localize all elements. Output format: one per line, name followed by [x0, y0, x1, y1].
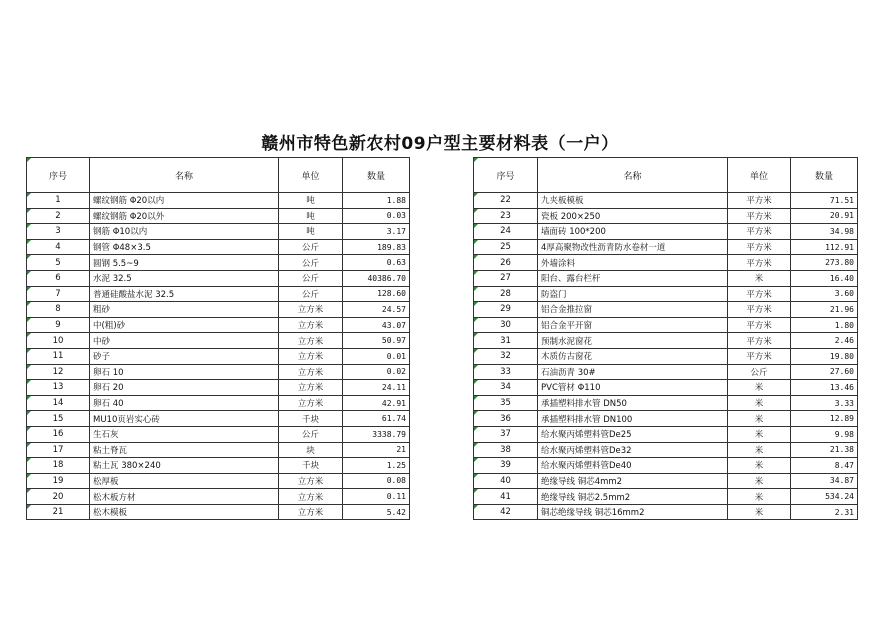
- row-seq: 34: [474, 380, 538, 396]
- row-name: 松木板方材: [90, 489, 279, 505]
- table-row: [27, 458, 410, 474]
- row-name: 粘土瓦 380×240: [90, 458, 279, 474]
- table-row: [27, 208, 410, 224]
- table-row: [474, 426, 858, 442]
- table-row: [474, 458, 858, 474]
- row-seq: 18: [27, 458, 90, 474]
- row-seq: 1: [27, 193, 90, 209]
- row-unit: 米: [728, 473, 791, 489]
- row-seq: 32: [474, 348, 538, 364]
- row-seq: 19: [27, 473, 90, 489]
- table-row: [474, 442, 858, 458]
- row-qty: 0.01: [343, 348, 410, 364]
- row-unit: 米: [728, 426, 791, 442]
- row-unit: 立方米: [279, 348, 343, 364]
- row-seq: 35: [474, 395, 538, 411]
- row-name: 普通硅酸盐水泥 32.5: [90, 286, 279, 302]
- row-unit: 立方米: [279, 504, 343, 520]
- header-unit: 单位: [728, 158, 791, 193]
- row-unit: 平方米: [728, 348, 791, 364]
- row-seq: 4: [27, 239, 90, 255]
- row-seq: 39: [474, 458, 538, 474]
- row-seq: 22: [474, 193, 538, 209]
- row-unit: 米: [728, 442, 791, 458]
- row-qty: 43.07: [343, 317, 410, 333]
- row-name: PVC管材 Φ110: [538, 380, 728, 396]
- row-qty: 61.74: [343, 411, 410, 427]
- row-name: 螺纹钢筋 Φ20以内: [90, 193, 279, 209]
- row-unit: 公斤: [279, 286, 343, 302]
- row-unit: 公斤: [279, 239, 343, 255]
- row-seq: 41: [474, 489, 538, 505]
- row-qty: 34.87: [791, 473, 858, 489]
- row-qty: 34.98: [791, 224, 858, 240]
- table-row: [27, 317, 410, 333]
- table-row: [474, 473, 858, 489]
- row-name: 4厚高聚物改性沥青防水卷材一道: [538, 239, 728, 255]
- row-qty: 42.91: [343, 395, 410, 411]
- row-qty: 189.83: [343, 239, 410, 255]
- table-row: [474, 193, 858, 209]
- table-row: [27, 286, 410, 302]
- row-unit: 平方米: [728, 224, 791, 240]
- row-seq: 14: [27, 395, 90, 411]
- table-row: [27, 473, 410, 489]
- row-seq: 10: [27, 333, 90, 349]
- header-name: 名称: [538, 158, 728, 193]
- row-name: 铝合金推拉窗: [538, 302, 728, 318]
- row-seq: 28: [474, 286, 538, 302]
- row-unit: 公斤: [279, 255, 343, 271]
- row-qty: 0.08: [343, 473, 410, 489]
- row-name: 绝缘导线 铜芯2.5mm2: [538, 489, 728, 505]
- row-unit: 平方米: [728, 208, 791, 224]
- row-name: 生石灰: [90, 426, 279, 442]
- row-seq: 9: [27, 317, 90, 333]
- row-name: 承插塑料排水管 DN50: [538, 395, 728, 411]
- row-unit: 吨: [279, 224, 343, 240]
- row-qty: 21.38: [791, 442, 858, 458]
- row-unit: 平方米: [728, 255, 791, 271]
- row-name: 钢筋 Φ10以内: [90, 224, 279, 240]
- row-qty: 2.46: [791, 333, 858, 349]
- row-name: 钢管 Φ48×3.5: [90, 239, 279, 255]
- table-row: [474, 504, 858, 520]
- row-unit: 米: [728, 395, 791, 411]
- row-name: 给水聚丙烯塑料管De32: [538, 442, 728, 458]
- row-unit: 立方米: [279, 380, 343, 396]
- row-name: 铜芯绝缘导线 铜芯16mm2: [538, 504, 728, 520]
- row-name: 砂子: [90, 348, 279, 364]
- table-row: [474, 286, 858, 302]
- table-row: [474, 348, 858, 364]
- table-row: [27, 270, 410, 286]
- row-qty: 534.24: [791, 489, 858, 505]
- row-unit: 吨: [279, 208, 343, 224]
- row-seq: 3: [27, 224, 90, 240]
- table-header-row: [474, 158, 858, 193]
- row-seq: 17: [27, 442, 90, 458]
- row-seq: 21: [27, 504, 90, 520]
- table-row: [474, 380, 858, 396]
- row-qty: 3.60: [791, 286, 858, 302]
- row-name: 九夹板模板: [538, 193, 728, 209]
- table-row: [474, 489, 858, 505]
- row-qty: 71.51: [791, 193, 858, 209]
- table-row: [474, 333, 858, 349]
- table-row: [474, 302, 858, 318]
- row-seq: 11: [27, 348, 90, 364]
- row-name: 铝合金平开窗: [538, 317, 728, 333]
- row-unit: 平方米: [728, 193, 791, 209]
- row-name: 卵石 20: [90, 380, 279, 396]
- row-unit: 立方米: [279, 489, 343, 505]
- row-seq: 33: [474, 364, 538, 380]
- row-name: 松厚板: [90, 473, 279, 489]
- table-row: [27, 380, 410, 396]
- header-name: 名称: [90, 158, 279, 193]
- header-seq: 序号: [474, 158, 538, 193]
- row-qty: 5.42: [343, 504, 410, 520]
- row-name: 墙面砖 100*200: [538, 224, 728, 240]
- row-qty: 273.80: [791, 255, 858, 271]
- row-qty: 0.11: [343, 489, 410, 505]
- table-row: [27, 504, 410, 520]
- row-seq: 12: [27, 364, 90, 380]
- row-qty: 21: [343, 442, 410, 458]
- row-qty: 40386.70: [343, 270, 410, 286]
- row-unit: 平方米: [728, 333, 791, 349]
- row-seq: 8: [27, 302, 90, 318]
- row-unit: 平方米: [728, 317, 791, 333]
- table-row: [27, 364, 410, 380]
- row-name: 阳台、露台栏杆: [538, 270, 728, 286]
- row-seq: 36: [474, 411, 538, 427]
- table-row: [474, 239, 858, 255]
- row-seq: 40: [474, 473, 538, 489]
- table-row: [474, 411, 858, 427]
- row-unit: 立方米: [279, 473, 343, 489]
- table-row: [474, 208, 858, 224]
- header-unit: 单位: [279, 158, 343, 193]
- table-row: [474, 224, 858, 240]
- table-header-row: [27, 158, 410, 193]
- row-name: 粘土脊瓦: [90, 442, 279, 458]
- table-row: [474, 364, 858, 380]
- row-qty: 50.97: [343, 333, 410, 349]
- row-unit: 立方米: [279, 364, 343, 380]
- row-name: 松木模板: [90, 504, 279, 520]
- row-qty: 27.60: [791, 364, 858, 380]
- row-unit: 吨: [279, 193, 343, 209]
- row-seq: 2: [27, 208, 90, 224]
- row-unit: 公斤: [728, 364, 791, 380]
- row-seq: 37: [474, 426, 538, 442]
- row-unit: 立方米: [279, 317, 343, 333]
- header-seq: 序号: [27, 158, 90, 193]
- row-name: 外墙涂料: [538, 255, 728, 271]
- row-seq: 25: [474, 239, 538, 255]
- row-name: 瓷板 200×250: [538, 208, 728, 224]
- materials-table-right: [473, 157, 858, 520]
- row-name: 木质仿古窗花: [538, 348, 728, 364]
- table-row: [27, 302, 410, 318]
- row-name: 预制水泥窗花: [538, 333, 728, 349]
- row-unit: 米: [728, 411, 791, 427]
- row-unit: 千块: [279, 411, 343, 427]
- row-qty: 24.57: [343, 302, 410, 318]
- row-qty: 9.98: [791, 426, 858, 442]
- table-row: [27, 442, 410, 458]
- row-name: 圆钢 5.5~9: [90, 255, 279, 271]
- row-unit: 米: [728, 458, 791, 474]
- row-qty: 24.11: [343, 380, 410, 396]
- table-row: [474, 255, 858, 271]
- row-unit: 米: [728, 380, 791, 396]
- row-name: 中砂: [90, 333, 279, 349]
- materials-table-left: [26, 157, 410, 520]
- row-seq: 5: [27, 255, 90, 271]
- header-qty: 数量: [343, 158, 410, 193]
- row-unit: 米: [728, 489, 791, 505]
- row-seq: 30: [474, 317, 538, 333]
- table-row: [27, 348, 410, 364]
- row-unit: 立方米: [279, 395, 343, 411]
- row-qty: 20.91: [791, 208, 858, 224]
- row-name: 给水聚丙烯塑料管De25: [538, 426, 728, 442]
- row-qty: 0.03: [343, 208, 410, 224]
- row-name: 绝缘导线 铜芯4mm2: [538, 473, 728, 489]
- row-seq: 15: [27, 411, 90, 427]
- row-unit: 平方米: [728, 286, 791, 302]
- header-qty: 数量: [791, 158, 858, 193]
- row-unit: 平方米: [728, 302, 791, 318]
- row-qty: 3338.79: [343, 426, 410, 442]
- table-row: [27, 239, 410, 255]
- row-qty: 112.91: [791, 239, 858, 255]
- page-title: 赣州市特色新农村09户型主要材料表（一户）: [261, 134, 619, 154]
- row-seq: 38: [474, 442, 538, 458]
- row-name: 粗砂: [90, 302, 279, 318]
- table-row: [474, 317, 858, 333]
- row-name: 石油沥青 30#: [538, 364, 728, 380]
- row-seq: 26: [474, 255, 538, 271]
- row-seq: 13: [27, 380, 90, 396]
- table-row: [27, 411, 410, 427]
- row-unit: 平方米: [728, 239, 791, 255]
- row-qty: 16.40: [791, 270, 858, 286]
- row-name: 水泥 32.5: [90, 270, 279, 286]
- row-unit: 块: [279, 442, 343, 458]
- row-name: 给水聚丙烯塑料管De40: [538, 458, 728, 474]
- table-row: [27, 255, 410, 271]
- table-row: [27, 224, 410, 240]
- row-seq: 42: [474, 504, 538, 520]
- table-row: [474, 395, 858, 411]
- row-qty: 3.33: [791, 395, 858, 411]
- table-row: [27, 333, 410, 349]
- row-qty: 0.63: [343, 255, 410, 271]
- row-seq: 6: [27, 270, 90, 286]
- table-row: [27, 489, 410, 505]
- row-seq: 24: [474, 224, 538, 240]
- row-qty: 2.31: [791, 504, 858, 520]
- row-name: 卵石 40: [90, 395, 279, 411]
- row-unit: 立方米: [279, 302, 343, 318]
- row-seq: 27: [474, 270, 538, 286]
- row-seq: 20: [27, 489, 90, 505]
- row-seq: 23: [474, 208, 538, 224]
- table-row: [27, 193, 410, 209]
- row-name: 防盗门: [538, 286, 728, 302]
- row-seq: 7: [27, 286, 90, 302]
- row-qty: 13.46: [791, 380, 858, 396]
- row-qty: 128.60: [343, 286, 410, 302]
- row-unit: 米: [728, 270, 791, 286]
- row-qty: 1.25: [343, 458, 410, 474]
- row-unit: 千块: [279, 458, 343, 474]
- row-name: 承插塑料排水管 DN100: [538, 411, 728, 427]
- row-unit: 公斤: [279, 426, 343, 442]
- table-row: [474, 270, 858, 286]
- row-qty: 1.88: [343, 193, 410, 209]
- row-name: 卵石 10: [90, 364, 279, 380]
- row-qty: 12.89: [791, 411, 858, 427]
- row-name: 螺纹钢筋 Φ20以外: [90, 208, 279, 224]
- table-row: [27, 395, 410, 411]
- row-qty: 3.17: [343, 224, 410, 240]
- row-name: 中(粗)砂: [90, 317, 279, 333]
- row-unit: 公斤: [279, 270, 343, 286]
- row-qty: 0.02: [343, 364, 410, 380]
- row-qty: 21.96: [791, 302, 858, 318]
- row-seq: 16: [27, 426, 90, 442]
- row-qty: 1.80: [791, 317, 858, 333]
- row-unit: 立方米: [279, 333, 343, 349]
- row-qty: 8.47: [791, 458, 858, 474]
- row-qty: 19.80: [791, 348, 858, 364]
- row-seq: 31: [474, 333, 538, 349]
- row-unit: 米: [728, 504, 791, 520]
- row-seq: 29: [474, 302, 538, 318]
- table-row: [27, 426, 410, 442]
- row-name: MU10页岩实心砖: [90, 411, 279, 427]
